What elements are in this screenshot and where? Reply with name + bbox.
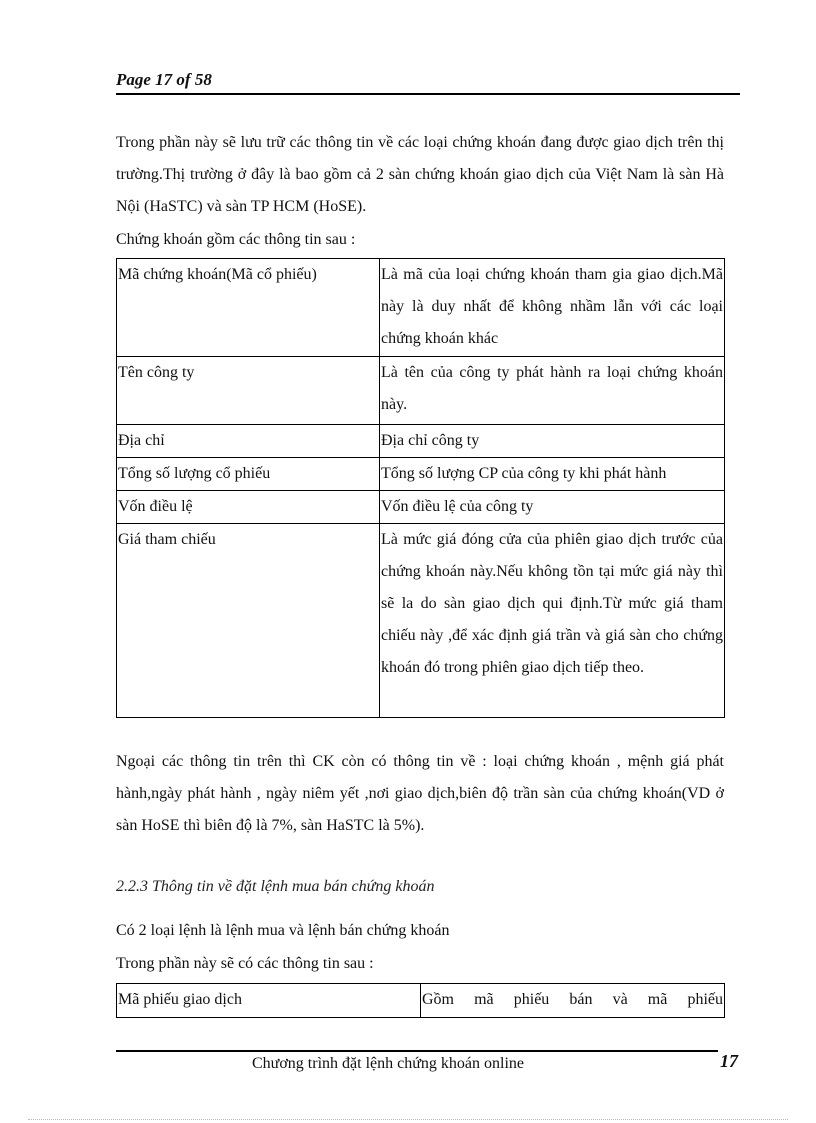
field-name-cell: Tên công ty: [117, 357, 380, 425]
field-name-cell: Vốn điều lệ: [117, 491, 380, 524]
footer-title: Chương trình đặt lệnh chứng khoán online: [252, 1055, 524, 1072]
footer-page-number: 17: [720, 1051, 738, 1071]
field-desc-cell: Là mức giá đóng cửa của phiên giao dịch trước của chứng khoán này.Nếu không tồn tại mức giá này thì sẽ la do sàn giao dịch qui định.Từ mức giá tham chiếu này ,để xác định giá trần và giá sàn cho chứng khoán đó trong phiên giao dịch tiếp theo.: [380, 524, 725, 718]
field-desc-cell: Vốn điều lệ của công ty: [380, 491, 725, 524]
table-row: [117, 425, 725, 458]
stock-info-table: [116, 258, 725, 718]
field-desc-cell: Tổng số lượng CP của công ty khi phát hành: [380, 458, 725, 491]
field-name-cell: Mã chứng khoán(Mã cổ phiếu): [117, 259, 380, 357]
table-row: [117, 259, 725, 357]
field-name-cell: Giá tham chiếu: [117, 524, 380, 718]
field-desc-cell: Là tên của công ty phát hành ra loại chứng khoán này.: [380, 357, 725, 425]
intro-lead: Chứng khoán gồm các thông tin sau :: [116, 231, 356, 248]
section-line-1: Có 2 loại lệnh là lệnh mua và lệnh bán chứng khoán: [116, 922, 450, 939]
field-name-cell: Mã phiếu giao dịch: [117, 984, 421, 1018]
table-row: [117, 524, 725, 718]
section-heading: 2.2.3 Thông tin về đặt lệnh mua bán chứng khoán: [116, 878, 435, 895]
header-rule: [116, 93, 740, 95]
table-row: [117, 984, 725, 1018]
after-table-paragraph: Ngoại các thông tin trên thì CK còn có thông tin về : loại chứng khoán , mệnh giá phát hành,ngày phát hành , ngày niêm yết ,nơi giao dịch,biên độ trần sàn của chứng khoán(VD ở sàn HoSE thì biên độ là 7%, sàn HaSTC là 5%).: [116, 753, 724, 834]
section-line-2: Trong phần này sẽ có các thông tin sau :: [116, 955, 374, 972]
table-row: [117, 458, 725, 491]
page-edge-divider: [28, 1119, 788, 1120]
field-desc-cell: Địa chỉ công ty: [380, 425, 725, 458]
order-info-table: [116, 983, 725, 1018]
field-desc-cell: Là mã của loại chứng khoán tham gia giao dịch.Mã này là duy nhất để không nhầm lẫn với các loại chứng khoán khác: [380, 259, 725, 357]
table-row: [117, 357, 725, 425]
intro-paragraph: Trong phần này sẽ lưu trữ các thông tin về các loại chứng khoán đang được giao dịch trên thị trường.Thị trường ở đây là bao gồm cả 2 sàn chứng khoán giao dịch của Việt Nam là sàn Hà Nội (HaSTC) và sàn TP HCM (HoSE).: [116, 134, 724, 215]
field-name-cell: Tổng số lượng cổ phiếu: [117, 458, 380, 491]
field-name-cell: Địa chỉ: [117, 425, 380, 458]
page-label: Page 17 of 58: [116, 70, 212, 89]
footer-rule: [116, 1050, 718, 1052]
field-desc-cell: Gồm mã phiếu bán và mã phiếu: [421, 984, 725, 1018]
table-row: [117, 491, 725, 524]
